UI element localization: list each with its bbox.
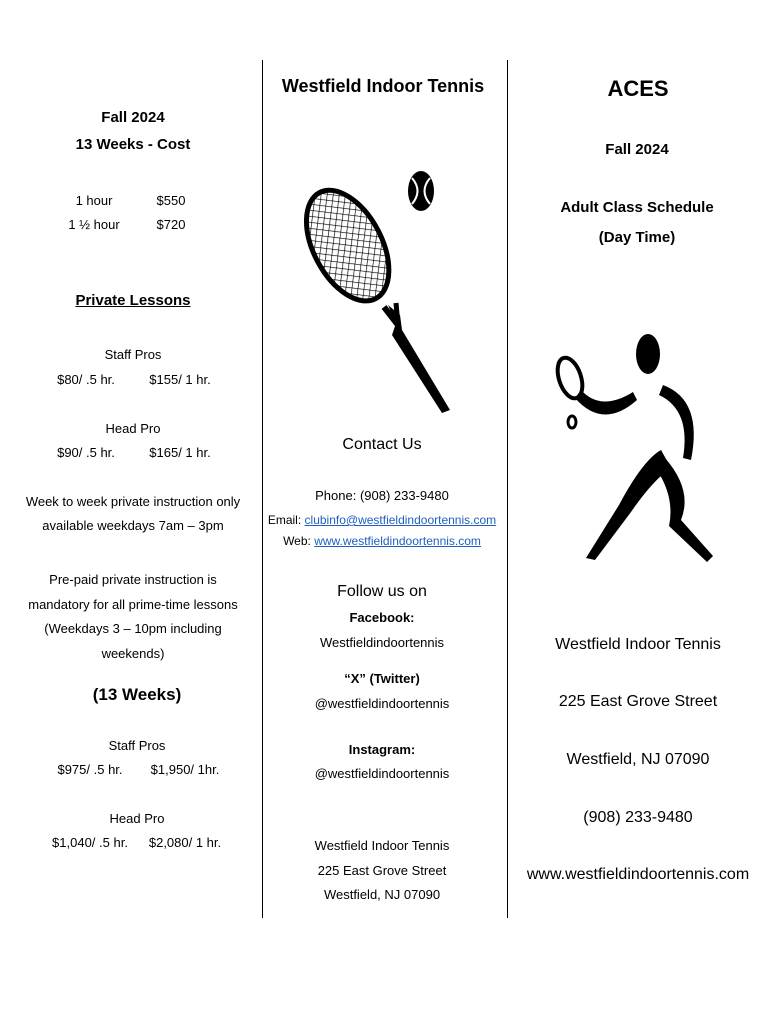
rate-duration-1: 1 hour xyxy=(75,193,113,208)
staff-13wk-full-hour: $1,950/ 1hr. xyxy=(150,762,220,777)
rate-price-2: $720 xyxy=(156,217,186,232)
middle-address-street: 225 East Grove Street xyxy=(317,863,447,878)
head-pro-label: Head Pro xyxy=(105,421,161,436)
prepaid-line-4: weekends) xyxy=(101,646,165,661)
twitter-label: “X” (Twitter) xyxy=(344,671,420,686)
twitter-handle: @westfieldindoortennis xyxy=(314,696,450,711)
schedule-line-2: (Day Time) xyxy=(598,229,676,246)
web-link[interactable]: www.westfieldindoortennis.com xyxy=(314,534,481,548)
private-lessons-heading: Private Lessons xyxy=(75,292,191,309)
contact-heading: Contact Us xyxy=(342,436,422,453)
week-note-line-2: available weekdays 7am – 3pm xyxy=(42,518,224,533)
left-season: Fall 2024 xyxy=(101,109,165,126)
web-label: Web: xyxy=(283,534,315,548)
prepaid-line-1: Pre-paid private instruction is xyxy=(49,572,217,587)
follow-heading: Follow us on xyxy=(337,583,427,600)
column-divider-right xyxy=(507,60,508,918)
head-13wk-full-hour: $2,080/ 1 hr. xyxy=(148,835,222,850)
head-pro-full-hour: $165/ 1 hr. xyxy=(149,445,211,460)
thirteen-weeks-heading: (13 Weeks) xyxy=(92,685,182,704)
email-link[interactable]: clubinfo@westfieldindoortennis.com xyxy=(304,513,497,527)
prepaid-line-2: mandatory for all prime-time lessons xyxy=(28,597,238,612)
contact-web-line xyxy=(283,533,481,549)
staff-13wk-half-hour: $975/ .5 hr. xyxy=(57,762,123,777)
head-pro-label-13wk: Head Pro xyxy=(109,811,165,826)
tennis-player-pictogram xyxy=(553,330,718,562)
right-club-name: Westfield Indoor Tennis xyxy=(555,636,721,653)
weeks-cost-heading: 13 Weeks - Cost xyxy=(75,136,191,153)
prepaid-line-3: (Weekdays 3 – 10pm including xyxy=(44,621,222,636)
head-13wk-half-hour: $1,040/ .5 hr. xyxy=(52,835,128,850)
email-label: Email: xyxy=(267,513,305,527)
right-season: Fall 2024 xyxy=(605,141,669,158)
right-phone: (908) 233-9480 xyxy=(583,809,693,826)
contact-email-line xyxy=(268,512,496,528)
rate-duration-2: 1 ½ hour xyxy=(68,217,120,232)
right-street: 225 East Grove Street xyxy=(558,693,718,710)
facebook-label: Facebook: xyxy=(349,610,415,625)
right-website[interactable]: www.westfieldindoortennis.com xyxy=(526,866,750,883)
club-title: Westfield Indoor Tennis xyxy=(281,76,485,96)
aces-title: ACES xyxy=(607,76,669,101)
column-divider-left xyxy=(262,60,263,918)
head-pro-half-hour: $90/ .5 hr. xyxy=(57,445,115,460)
instagram-handle: @westfieldindoortennis xyxy=(314,766,450,781)
middle-address-city: Westfield, NJ 07090 xyxy=(323,887,441,902)
facebook-handle: Westfieldindoortennis xyxy=(319,635,445,650)
tennis-ball-icon xyxy=(405,170,437,214)
middle-address-name: Westfield Indoor Tennis xyxy=(314,838,450,853)
staff-pros-label-13wk: Staff Pros xyxy=(108,738,166,753)
right-city: Westfield, NJ 07090 xyxy=(566,751,710,768)
staff-pros-full-hour: $155/ 1 hr. xyxy=(149,372,211,387)
instagram-label: Instagram: xyxy=(348,742,416,757)
schedule-line-1: Adult Class Schedule xyxy=(560,199,714,216)
contact-phone: Phone: (908) 233-9480 xyxy=(315,488,449,503)
rate-price-1: $550 xyxy=(156,193,186,208)
staff-pros-half-hour: $80/ .5 hr. xyxy=(57,372,115,387)
staff-pros-label: Staff Pros xyxy=(104,347,162,362)
week-note-line-1: Week to week private instruction only xyxy=(25,494,241,509)
